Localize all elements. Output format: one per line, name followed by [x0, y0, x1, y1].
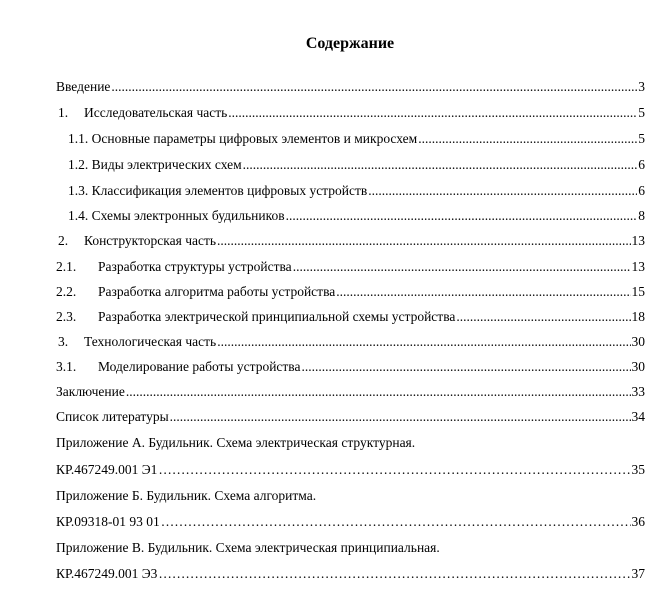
toc-entry-label: Список литературы: [56, 409, 169, 424]
toc-entry-introduction[interactable]: [56, 78, 645, 96]
toc-entry-page: 15: [631, 284, 645, 299]
toc-entry-research[interactable]: [56, 104, 645, 122]
toc-entry-2-2[interactable]: [56, 283, 645, 301]
leader-dots: [228, 104, 637, 122]
toc-entry-conclusion[interactable]: [56, 383, 645, 401]
leader-dots: [456, 308, 630, 326]
leader-dots: [111, 78, 637, 96]
toc-entry-page: 33: [631, 384, 645, 399]
toc-entry-page: 34: [631, 409, 645, 424]
toc-entry-design[interactable]: [56, 232, 645, 250]
toc-entry-number: 3.: [58, 334, 69, 349]
leader-dots: [243, 156, 638, 174]
appendix-code: КР.09318-01 93 01: [56, 514, 160, 529]
appendix-code: КР.467249.001 Э1: [56, 462, 158, 477]
leader-dots: [158, 461, 630, 479]
leader-dots: [368, 182, 637, 200]
toc-entry-label: Конструкторская часть: [84, 233, 217, 248]
leader-dots: [217, 333, 630, 351]
toc-entry-label: Заключение: [56, 384, 125, 399]
leader-dots: [161, 513, 631, 531]
toc-entry-label: 1.4. Схемы электронных будильников: [68, 208, 285, 223]
toc-entry-page: 6: [638, 157, 645, 172]
leader-dots: [418, 130, 637, 148]
leader-dots: [336, 283, 630, 301]
toc-entry-number: 1.: [58, 105, 69, 120]
toc-entry-1-4[interactable]: [56, 207, 645, 225]
appendix-c-code-row[interactable]: [56, 565, 645, 583]
toc-entry-page: 5: [638, 105, 645, 120]
toc-entry-page: 13: [631, 233, 645, 248]
toc-entry-label: 1.1. Основные параметры цифровых элементов и микросхем: [68, 131, 418, 146]
toc-entry-page: 35: [631, 462, 645, 477]
toc-entry-number: 2.1.: [56, 259, 77, 274]
toc-entry-number: 2.2.: [56, 284, 77, 299]
page-title: Содержание: [305, 35, 395, 52]
toc-entry-3-1[interactable]: [56, 358, 645, 376]
leader-dots: [286, 207, 638, 225]
toc-entry-page: 8: [638, 208, 645, 223]
toc-entry-page: 30: [631, 334, 645, 349]
appendix-b-title[interactable]: Приложение Б. Будильник. Схема алгоритма.: [56, 488, 317, 503]
toc-entry-page: 36: [631, 514, 645, 529]
leader-dots: [170, 408, 631, 426]
toc-entry-page: 18: [631, 309, 645, 324]
toc-entry-number: 3.1.: [56, 359, 77, 374]
toc-entry-technology[interactable]: [56, 333, 645, 351]
toc-entry-references[interactable]: [56, 408, 645, 426]
toc-entry-page: 13: [631, 259, 645, 274]
toc-entry-page: 5: [638, 131, 645, 146]
appendix-c-title[interactable]: Приложение В. Будильник. Схема электрическая принципиальная.: [56, 540, 440, 555]
toc-entry-page: 37: [631, 566, 645, 581]
toc-entry-label: Разработка структуры устройства: [98, 259, 292, 274]
appendix-b-code-row[interactable]: [56, 513, 645, 531]
toc-entry-label: Разработка электрической принципиальной схемы устройства: [98, 309, 456, 324]
toc-entry-label: Исследовательская часть: [84, 105, 228, 120]
appendix-a-title[interactable]: Приложение А. Будильник. Схема электрическая структурная.: [56, 435, 416, 450]
toc-entry-page: 3: [638, 79, 645, 94]
toc-entry-label: Технологическая часть: [84, 334, 217, 349]
toc-entry-1-1[interactable]: [56, 130, 645, 148]
toc-entry-number: 2.: [58, 233, 69, 248]
toc-entry-label: Моделирование работы устройства: [98, 359, 301, 374]
toc-entry-number: 2.3.: [56, 309, 77, 324]
toc-entry-1-3[interactable]: [56, 182, 645, 200]
leader-dots: [302, 358, 631, 376]
leader-dots: [158, 565, 630, 583]
leader-dots: [293, 258, 631, 276]
appendix-code: КР.467249.001 Э3: [56, 566, 158, 581]
toc-entry-label: 1.3. Классификация элементов цифровых устройств: [68, 183, 368, 198]
leader-dots: [217, 232, 630, 250]
toc-entry-1-2[interactable]: [56, 156, 645, 174]
toc-entry-label: Введение: [56, 79, 111, 94]
toc-entry-label: 1.2. Виды электрических схем: [68, 157, 242, 172]
toc-entry-label: Разработка алгоритма работы устройства: [98, 284, 336, 299]
toc-entry-2-3[interactable]: [56, 308, 645, 326]
toc-entry-2-1[interactable]: [56, 258, 645, 276]
toc-entry-page: 30: [631, 359, 645, 374]
leader-dots: [126, 383, 631, 401]
appendix-a-code-row[interactable]: [56, 461, 645, 479]
toc-entry-page: 6: [638, 183, 645, 198]
